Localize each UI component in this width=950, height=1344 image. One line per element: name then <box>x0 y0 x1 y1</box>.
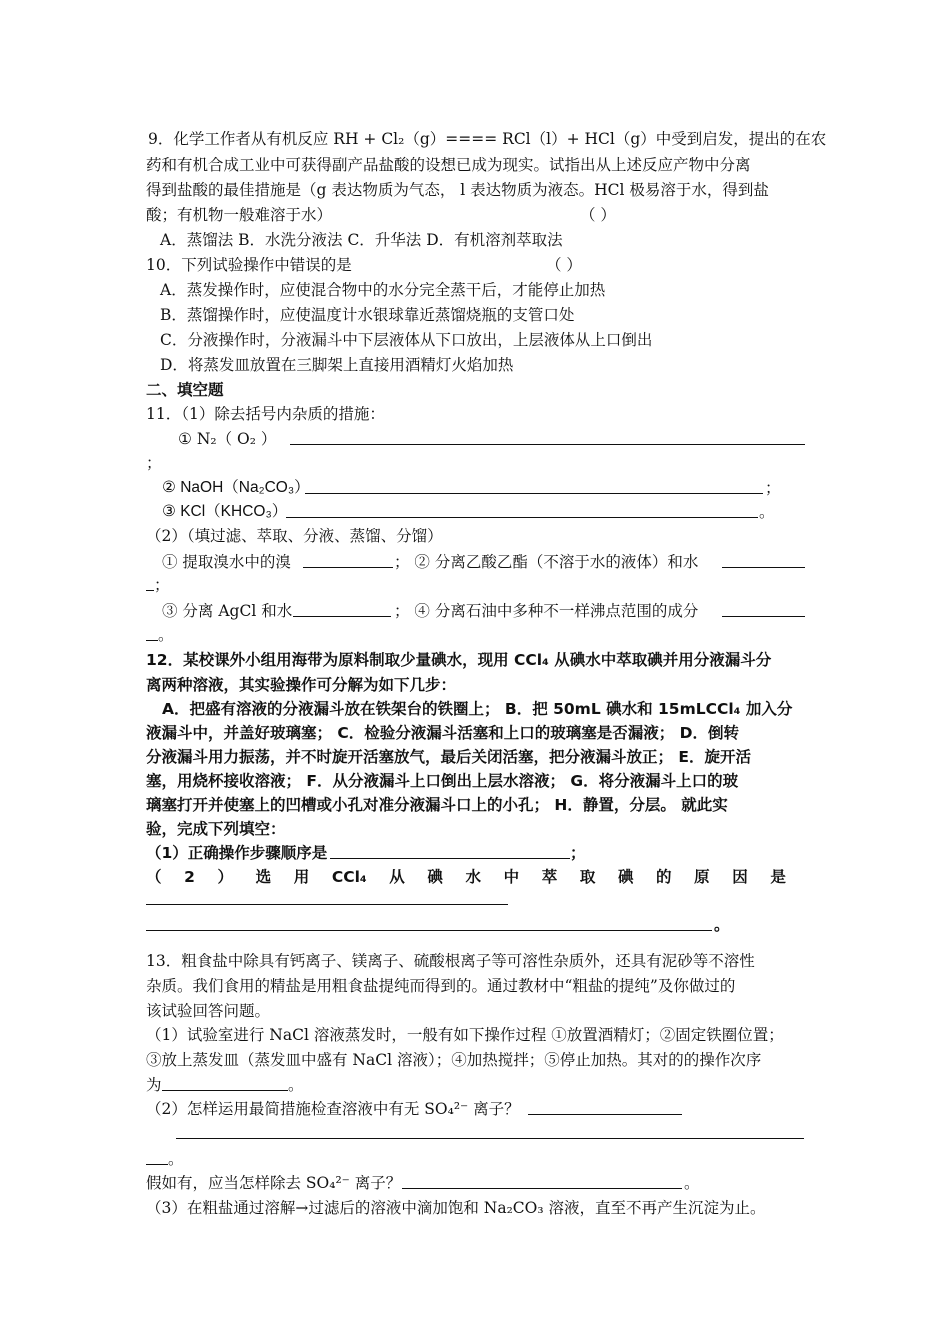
q12-line-7: 璃塞打开并使塞上的凹槽或小孔对准分液漏斗口上的小孔； H．静置，分层。 就此实 <box>146 796 728 814</box>
q12-part-2-char: 萃 <box>541 868 558 886</box>
q10-option-c: C．分液操作时，分液漏斗中下层液体从下口放出，上层液体从上口倒出 <box>160 331 653 349</box>
answer-blank[interactable] <box>528 1114 682 1115</box>
q10-option-a: A．蒸发操作时，应使混合物中的水分完全蒸干后，才能停止加热 <box>160 281 606 299</box>
q9-line-1: 9．化学工作者从有机反应 RH + Cl₂（g）==== RCl（l）+ HCl（g）中受到启发，提出的在农 <box>148 130 827 148</box>
q11-stem: 11．（1）除去括号内杂质的措施： <box>146 405 385 423</box>
answer-blank[interactable] <box>162 1090 288 1091</box>
q11-part-2d-end: 。 <box>158 626 174 644</box>
q12-part-2-char: 的 <box>656 868 672 886</box>
q9-line-4: 酸；有机物一般难溶于水） <box>146 206 333 224</box>
q12-part-2-char: 用 <box>293 868 310 886</box>
q11-part-2a: ① 提取溴水中的溴 <box>162 553 291 571</box>
q10-option-d: D．将蒸发皿放置在三脚架上直接用酒精灯火焰加热 <box>160 356 514 374</box>
q12-line-8: 验，完成下列填空： <box>146 820 286 838</box>
q9-line-3: 得到盐酸的最佳措施是（g 表达物质为气态， l 表达物质为液态。HCl 极易溶于水，得到盐 <box>146 181 769 199</box>
q12-part-2-char: CCl₄ <box>331 868 367 886</box>
q12-part-2-char: 是 <box>770 868 786 886</box>
q11-part-2d: ； ④ 分离石油中多种不一样沸点范围的成分 <box>394 602 699 620</box>
q9-line-2: 药和有机合成工业中可获得副产品盐酸的设想已成为现实。试指出从上述反应产物中分离 <box>146 156 751 174</box>
answer-blank[interactable] <box>290 444 805 445</box>
q11-item-1-end: ； <box>146 454 162 472</box>
answer-blank[interactable] <box>305 493 763 494</box>
answer-blank[interactable] <box>176 1138 804 1139</box>
q13-part-2: （2）怎样运用最简措施检查溶液中有无 SO₄²⁻ 离子？ <box>146 1100 520 1118</box>
q12-part-2-char: （ <box>146 868 162 886</box>
answer-blank[interactable] <box>303 567 393 568</box>
q12-line-1: 12．某校课外小组用海带为原料制取少量碘水，现用 CCl₄ 从碘水中萃取碘并用分液漏斗分 <box>146 651 772 669</box>
answer-blank[interactable] <box>402 1188 682 1189</box>
q13-part-3: （3）在粗盐通过溶解→过滤后的溶液中滴加饱和 Na₂CO₃ 溶液，直至不再产生沉淀为止。 <box>146 1199 766 1217</box>
q12-part-2-char: 2 <box>184 868 195 886</box>
q13-part-2b: 假如有，应当怎样除去 SO₄²⁻ 离子？ <box>146 1174 402 1192</box>
q10-stem: 10．下列试验操作中错误的是 <box>146 256 352 274</box>
answer-blank[interactable] <box>146 904 508 905</box>
q12-part-2-char: 中 <box>503 868 520 886</box>
q12-line-4: 液漏斗中，并盖好玻璃塞； C．检验分液漏斗活塞和上口的玻璃塞是否漏液； D．倒转 <box>146 724 740 742</box>
q11-part-2b: ； ② 分离乙酸乙酯（不溶于水的液体）和水 <box>394 553 699 571</box>
q11-item-3: ③ KCl（KHCO₃） <box>162 503 288 520</box>
q13-part-2-end: 。 <box>168 1150 184 1168</box>
answer-blank[interactable] <box>146 640 158 641</box>
answer-blank[interactable] <box>722 567 805 568</box>
q11-part-2: （2）（填过滤、萃取、分液、蒸馏、分馏） <box>146 527 443 545</box>
q9-options: A．蒸馏法 B．水洗分液法 C．升华法 D．有机溶剂萃取法 <box>160 231 563 249</box>
section-heading: 二、填空题 <box>146 381 224 399</box>
q13-line-2: 杂质。我们食用的精盐是用粗食盐提纯而得到的。通过教材中“粗盐的提纯”及你做过的 <box>146 977 736 995</box>
q11-item-2-end: ； <box>765 479 781 497</box>
q13-line-3: 该试验回答问题。 <box>146 1002 271 1020</box>
q13-line-1: 13．粗食盐中除具有钙离子、镁离子、硫酸根离子等可溶性杂质外，还具有泥砂等不溶性 <box>146 952 755 970</box>
q12-part-2-char: 取 <box>579 868 596 886</box>
q9-answer-paren: （ ） <box>580 206 616 224</box>
q11-part-2c: ③ 分离 AgCl 和水 <box>162 602 293 620</box>
q10-option-b: B．蒸馏操作时，应使温度计水银球靠近蒸馏烧瓶的支管口处 <box>160 306 575 324</box>
q12-part-2-char: 碘 <box>617 868 634 886</box>
answer-blank[interactable] <box>330 858 570 859</box>
q10-answer-paren: （ ） <box>546 256 582 274</box>
q12-part-1: （1）正确操作步骤顺序是 <box>146 844 328 862</box>
q12-part-1-end: ； <box>570 844 586 862</box>
q13-part-1-line-2: ③放上蒸发皿（蒸发皿中盛有 NaCl 溶液）；④加热搅拌；⑤停止加热。其对的的操作次序 <box>146 1051 762 1069</box>
q12-part-2-char: 选 <box>255 868 272 886</box>
answer-blank[interactable] <box>722 616 805 617</box>
q13-part-1-line-1: （1）试验室进行 NaCl 溶液蒸发时，一般有如下操作过程 ①放置酒精灯；②固定铁圈位置； <box>146 1026 784 1044</box>
answer-blank[interactable] <box>286 517 758 518</box>
q12-part-2-end: 。 <box>714 916 730 934</box>
q12-line-2: 离两种溶液，其实验操作可分解为如下几步： <box>146 676 457 694</box>
q12-part-2-char: ） <box>217 868 234 886</box>
q12-line-3: A．把盛有溶液的分液漏斗放在铁架台的铁圈上； B．把 50mL 碘水和 15mLCCl₄ 加入分 <box>162 700 793 718</box>
q12-line-5: 分液漏斗用力振荡，并不时旋开活塞放气，最后关闭活塞，把分液漏斗放正； E．旋开活 <box>146 748 751 766</box>
answer-blank[interactable] <box>146 590 154 591</box>
q11-item-3-end: 。 <box>759 503 775 521</box>
q11-item-2: ② NaOH（Na₂CO₃） <box>162 479 310 496</box>
q12-part-2-char: 从 <box>389 868 405 886</box>
q12-part-2-char: 因 <box>732 868 748 886</box>
q12-part-2 <box>146 866 786 888</box>
q13-part-1-line-3: 为 <box>146 1076 162 1094</box>
q13-part-2b-end: 。 <box>684 1174 700 1192</box>
q12-part-2-char: 碘 <box>427 868 443 886</box>
answer-blank[interactable] <box>146 930 712 931</box>
q11-item-1: ① N₂（ O₂ ） <box>178 430 277 448</box>
answer-blank[interactable] <box>293 616 391 617</box>
q13-part-1-end: 。 <box>288 1076 304 1094</box>
q12-line-6: 塞，用烧杯接收溶液； F．从分液漏斗上口倒出上层水溶液； G．将分液漏斗上口的玻 <box>146 772 739 790</box>
answer-blank[interactable] <box>146 1164 168 1165</box>
q11-part-2b-end: ； <box>154 576 170 594</box>
q12-part-2-char: 原 <box>694 868 710 886</box>
q12-part-2-char: 水 <box>465 868 482 886</box>
